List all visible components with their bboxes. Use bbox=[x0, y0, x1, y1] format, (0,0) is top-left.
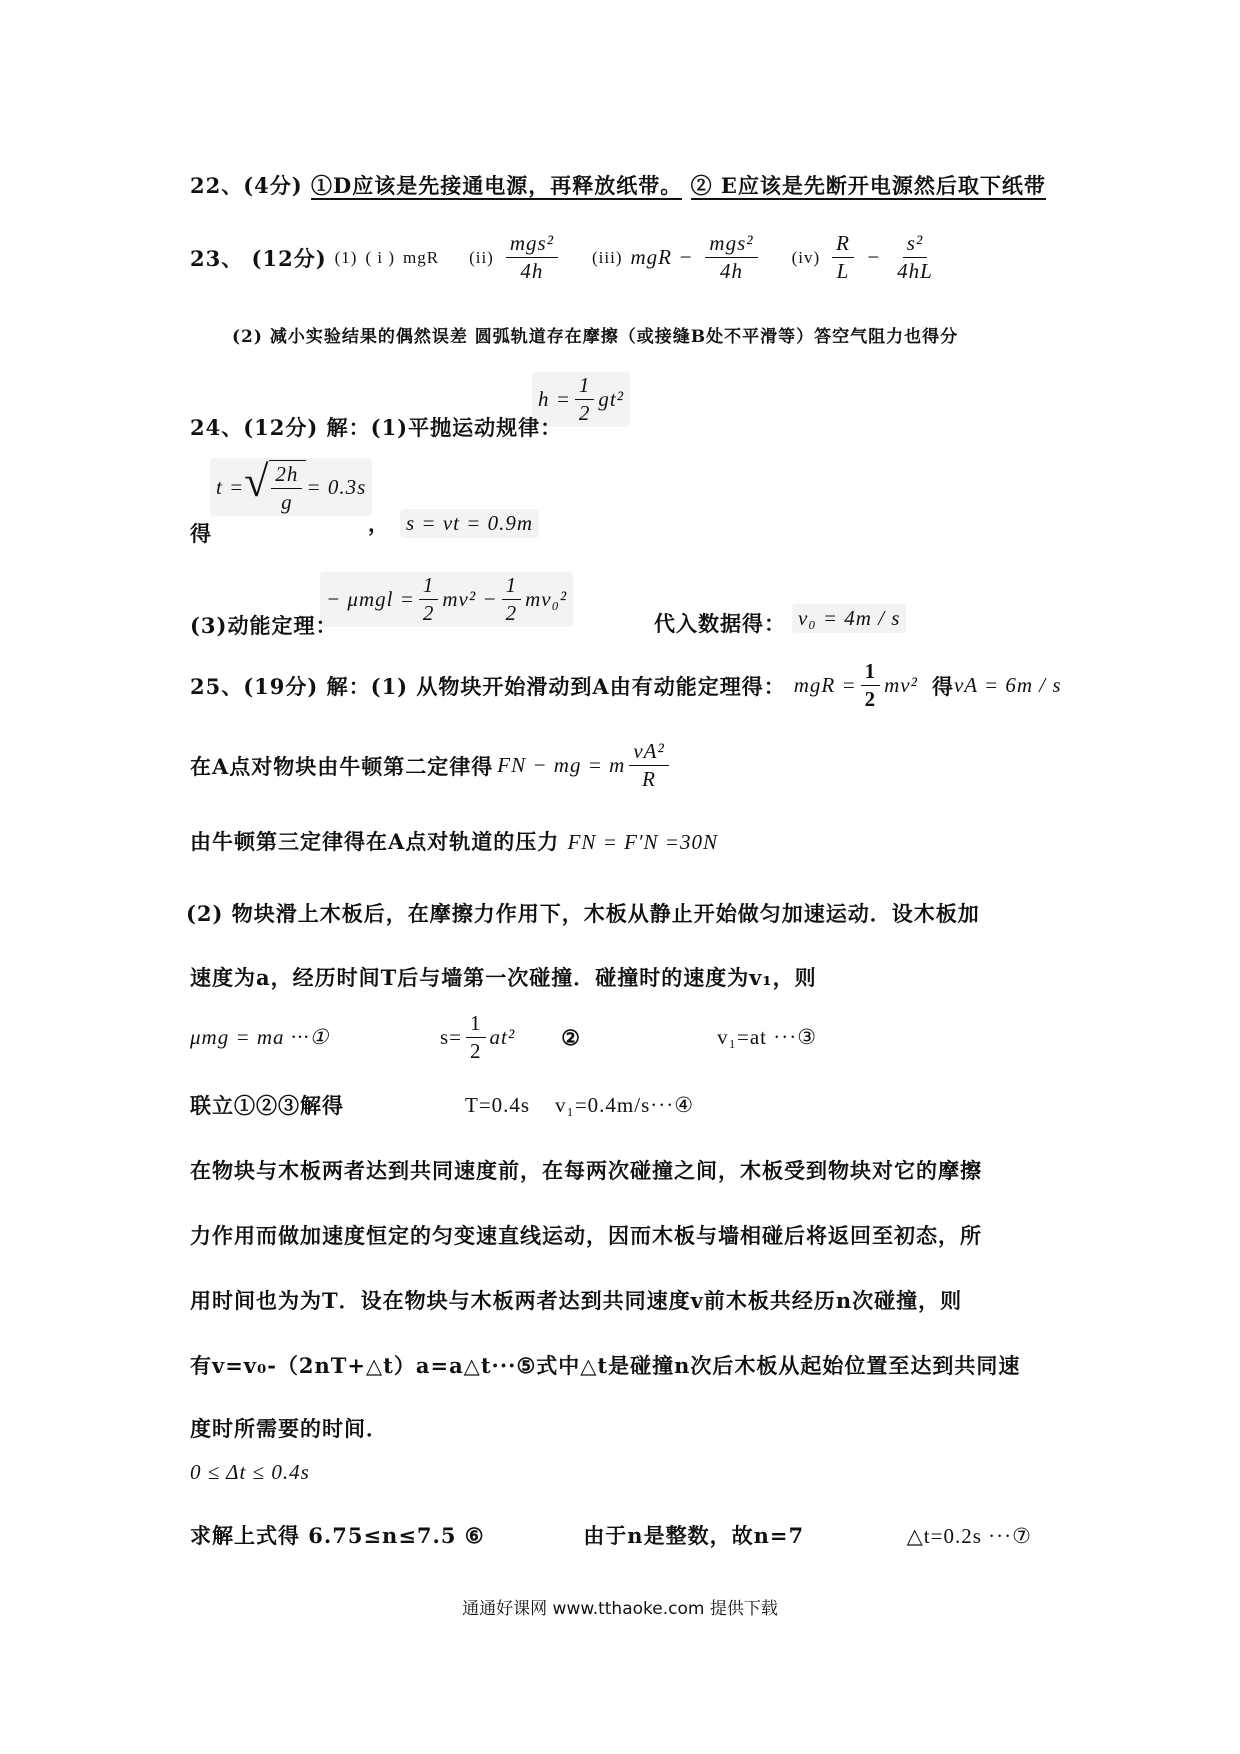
q23-line bbox=[190, 232, 941, 283]
q23-iii-label: (iii) bbox=[592, 247, 623, 267]
q23-iii-prefix: mgR − bbox=[630, 245, 694, 270]
q23-iv-numerator1: R bbox=[832, 232, 854, 258]
q24-h-denominator: 2 bbox=[578, 401, 591, 426]
q25-line3 bbox=[190, 826, 718, 856]
q23-iv-minus: − bbox=[865, 245, 882, 270]
q24-sqrt bbox=[244, 457, 306, 515]
q24-ke-formula bbox=[320, 572, 573, 627]
q23-i-label: ( i ) bbox=[365, 247, 396, 267]
q25-solve-v: v₁=0.4m/s···④ bbox=[555, 1092, 695, 1117]
q25-line2-fraction bbox=[629, 740, 668, 791]
q23-ii-numerator: mgs² bbox=[506, 232, 558, 258]
q24-substitute-label: 代入数据得： bbox=[654, 611, 786, 636]
q23-ii-fraction bbox=[506, 232, 558, 283]
q25-eq2-fraction bbox=[466, 1012, 486, 1063]
q24-s-line bbox=[368, 508, 539, 538]
q24-h-fraction bbox=[575, 374, 595, 425]
q23-iii-denominator: 4h bbox=[719, 259, 743, 284]
q25-range: 0 ≤ Δt ≤ 0.4s bbox=[190, 1460, 310, 1484]
q23-iv-fraction2 bbox=[893, 232, 937, 283]
q25-line2-denominator: R bbox=[642, 767, 656, 792]
q23-ii-denominator: 4h bbox=[520, 259, 544, 284]
q25-line2-text: 在A点对物块由牛顿第二定律得 bbox=[190, 753, 494, 779]
q25-eq2-prefix: s= bbox=[440, 1025, 463, 1050]
q24-v0-formula: v₀ = 4m / s bbox=[792, 604, 906, 633]
q24-t-suffix: = 0.3s bbox=[306, 474, 367, 499]
q25-final2: 由于n是整数，故n=7 bbox=[583, 1523, 805, 1548]
q24-h-prefix: h = bbox=[538, 387, 571, 412]
q25-line1-fraction bbox=[861, 660, 881, 711]
q25-equations bbox=[190, 1012, 817, 1063]
q24-substitute-line bbox=[654, 598, 906, 638]
q25-para7: 度时所需要的时间． bbox=[190, 1416, 388, 1441]
q22-part1: ①D应该是先接通电源，再释放纸带。 bbox=[311, 173, 683, 198]
q23-part1-label: (1) bbox=[334, 247, 358, 267]
q23-iv-numerator2: s² bbox=[903, 232, 927, 258]
q24-t-numerator: 2h bbox=[271, 463, 302, 489]
q25-eq1: μmg = ma ···① bbox=[190, 1025, 330, 1050]
q23-label: 23、 (12分) bbox=[190, 245, 327, 271]
q24-ke-suffix: mv₀² bbox=[525, 587, 568, 612]
q25-line1-denominator: 2 bbox=[864, 687, 877, 712]
q24-get: 得 bbox=[190, 521, 212, 546]
q24-t-fraction bbox=[269, 460, 306, 514]
q25-solve-t: T=0.4s bbox=[465, 1092, 531, 1117]
q23-part2: (2) 减小实验结果的偶然误差 圆弧轨道存在摩擦（或接缝B处不平滑等）答空气阻力也得分 bbox=[232, 327, 959, 347]
q24-ke-numerator1: 1 bbox=[419, 574, 439, 600]
q23-iii-fraction bbox=[705, 232, 757, 283]
q24-s-formula: s = vt = 0.9m bbox=[400, 509, 539, 538]
q25-eq2-numerator: 1 bbox=[466, 1012, 486, 1038]
q24-t-denominator: g bbox=[281, 490, 293, 515]
q25-line2-numerator: vA² bbox=[629, 740, 668, 766]
q24-ke-denominator2: 2 bbox=[505, 601, 518, 626]
q25-line1 bbox=[190, 660, 1062, 711]
q22-part2: ② E应该是先断开电源然后取下纸带 bbox=[690, 173, 1046, 198]
q24-h-numerator: 1 bbox=[575, 374, 595, 400]
q25-eq3: v₁=at ···③ bbox=[717, 1025, 818, 1050]
q25-para4: 力作用而做加速度恒定的匀变速直线运动，因而木板与墙相碰后将返回至初态，所 bbox=[190, 1223, 982, 1248]
q25-solve-label: 联立①②③解得 bbox=[190, 1093, 344, 1118]
q25-para3: 在物块与木板两者达到共同速度前，在每两次碰撞之间，木板受到物块对它的摩擦 bbox=[190, 1158, 982, 1183]
q25-para2: 速度为a，经历时间T后与墙第一次碰撞．碰撞时的速度为v₁，则 bbox=[190, 965, 817, 990]
q25-line1-eq-suffix: mv² bbox=[884, 673, 918, 698]
q25-eq2-mark: ② bbox=[561, 1025, 581, 1051]
q25-line1-text: 25、(19分) 解：(1) 从物块开始滑动到A由有动能定理得： bbox=[190, 673, 786, 699]
q25-line2 bbox=[190, 740, 673, 791]
q22-label: 22、(4分) bbox=[190, 173, 303, 198]
q23-iii-numerator: mgs² bbox=[705, 232, 757, 258]
q25-line1-get: 得 bbox=[931, 673, 954, 699]
q24-comma: ， bbox=[368, 511, 390, 536]
q25-para5: 用时间也为为T．设在物块与木板两者达到共同速度v前木板共经历n次碰撞，则 bbox=[190, 1288, 963, 1313]
q23-iv-fraction1 bbox=[832, 232, 854, 283]
q24-h-suffix: gt² bbox=[598, 387, 625, 412]
q25-line1-numerator: 1 bbox=[861, 660, 881, 686]
q24-ke-fraction2 bbox=[502, 574, 522, 625]
q24-t-formula bbox=[210, 458, 372, 516]
q24-ke-fraction1 bbox=[419, 574, 439, 625]
q23-iv-denominator2: 4hL bbox=[897, 259, 933, 284]
q25-line1-va: vA = 6m / s bbox=[953, 673, 1062, 698]
q25-final-line bbox=[190, 1520, 1032, 1550]
q24-part3-label: (3)动能定理： bbox=[190, 613, 338, 638]
q23-iv-label: (iv) bbox=[791, 247, 821, 267]
q25-line3-text: 由牛顿第三定律得在A点对轨道的压力 bbox=[190, 829, 560, 854]
q25-final1: 求解上式得 6.75≤n≤7.5 ⑥ bbox=[190, 1523, 485, 1548]
q24-t-prefix: t = bbox=[216, 474, 245, 499]
q25-line1-eq-prefix: mgR = bbox=[793, 673, 857, 698]
q24-ke-middle: mv² − bbox=[442, 587, 498, 612]
q22-line bbox=[190, 170, 1046, 200]
q24-ke-numerator2: 1 bbox=[502, 574, 522, 600]
q25-eq2-denominator: 2 bbox=[470, 1039, 482, 1064]
q25-line2-eq-prefix: FN − mg = m bbox=[497, 753, 626, 778]
q25-line3-eq: FN = F′N =30N bbox=[567, 830, 718, 854]
footer-text: 通通好课网 www.tthaoke.com 提供下载 bbox=[462, 1599, 778, 1619]
q24-ke-denominator1: 2 bbox=[422, 601, 435, 626]
q25-final3: △t=0.2s ···⑦ bbox=[906, 1524, 1032, 1548]
q23-i-value: mgR bbox=[403, 247, 440, 267]
q25-para1: (2) 物块滑上木板后，在摩擦力作用下，木板从静止开始做匀加速运动．设木板加 bbox=[186, 901, 980, 926]
q24-ke-prefix: − μmgl = bbox=[326, 587, 415, 612]
q25-eq2-suffix: at² bbox=[489, 1025, 516, 1050]
q24-label: 24、(12分) 解：(1)平抛运动规律： bbox=[190, 415, 563, 440]
sqrt-radical-icon: √ bbox=[244, 457, 270, 506]
q25-solve-line bbox=[190, 1090, 694, 1120]
q23-ii-label: (ii) bbox=[469, 247, 494, 267]
q25-para6: 有v=v₀-（2nT+△t）a=a△t···⑤式中△t是碰撞n次后木板从起始位置至达到共同速 bbox=[190, 1353, 1021, 1378]
q23-iv-denominator1: L bbox=[836, 259, 850, 284]
